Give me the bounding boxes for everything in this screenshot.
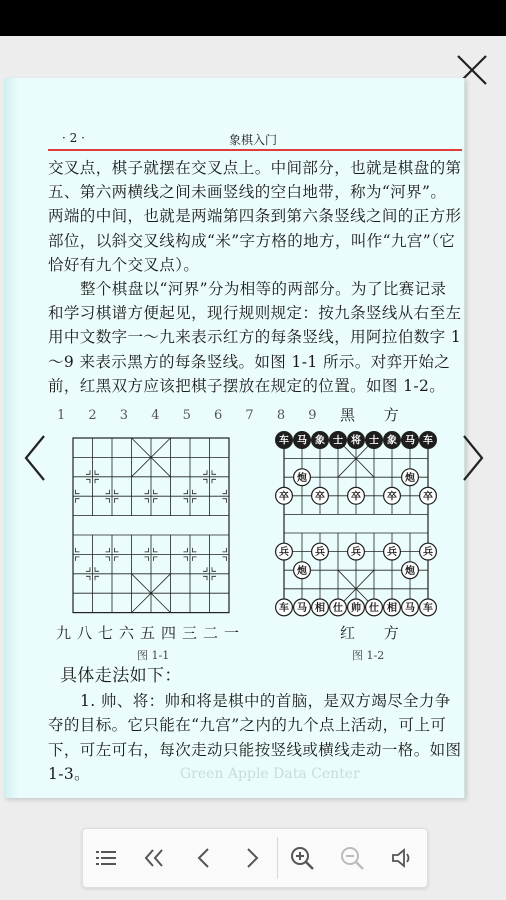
red-cannon-piece-label: 炮	[405, 565, 415, 577]
position-mark	[203, 479, 207, 483]
zoom-out-icon[interactable]	[337, 843, 367, 873]
red-soldier-piece-label: 兵	[351, 547, 361, 559]
figure-caption-1-2: 图 1-2	[352, 649, 385, 662]
position-mark	[184, 557, 188, 561]
position-mark	[193, 548, 197, 552]
position-mark	[212, 479, 216, 483]
black-soldier-piece-label: 卒	[315, 491, 325, 503]
position-mark	[115, 490, 119, 494]
position-mark	[145, 548, 149, 552]
red-back-row-piece-label: 车	[279, 603, 289, 614]
red-back-row-piece-label: 仕	[369, 603, 379, 614]
position-mark	[76, 548, 80, 552]
chevron-left-icon[interactable]	[189, 843, 219, 873]
position-mark	[212, 576, 216, 580]
toolbar-divider	[277, 837, 278, 879]
position-mark	[154, 548, 158, 552]
black-back-row-piece-label: 马	[297, 435, 307, 447]
page-spine	[4, 78, 18, 798]
position-mark	[76, 499, 80, 503]
position-mark	[95, 576, 99, 580]
position-mark	[86, 479, 90, 483]
position-mark	[193, 557, 197, 561]
paragraph-1: 交叉点，棋子就摆在交叉点上。中间部分，也就是棋盘的第五、第六两横线之间未画竖线的空白地带，称为“河界”。两端的中间，也就是两端第四条到第六条竖线之间的正方形部位，以斜交叉线构成“米”字方格的地方，叫作“九宫”（它恰好有九个交叉点）。	[48, 159, 462, 274]
black-side-label: 黑 方	[340, 406, 411, 424]
black-back-row-piece-label: 车	[279, 435, 289, 447]
chinese-file-numbers: 九八七六五四三二一	[56, 624, 246, 642]
position-mark	[223, 490, 227, 494]
figure-caption-1-1: 图 1-1	[137, 649, 170, 662]
black-soldier-piece-label: 卒	[387, 491, 397, 503]
next-page-arrow-icon[interactable]	[456, 430, 490, 486]
paragraph-3: 1. 帅、将：帅和将是棋中的首脑，是双方竭尽全力争夺的目标。它只能在“九宫”之内的九个点上活动，可上可下，可左可右，每次走动只能按竖线或横线走动一格。如图 1-3。	[48, 691, 462, 783]
page-header	[48, 131, 462, 149]
position-mark	[193, 499, 197, 503]
red-soldier-piece-label: 兵	[315, 547, 325, 559]
red-back-row-piece-label: 马	[297, 603, 307, 614]
position-mark	[106, 557, 110, 561]
red-soldier-piece-label: 兵	[423, 547, 433, 559]
black-back-row-piece-label: 马	[405, 435, 415, 447]
header-rule	[48, 149, 462, 151]
position-mark	[184, 548, 188, 552]
position-mark	[76, 490, 80, 494]
position-mark	[154, 490, 158, 494]
initial-position-diagram	[262, 428, 448, 624]
position-mark	[154, 557, 158, 561]
position-mark	[86, 567, 90, 571]
black-soldier-piece-label: 卒	[423, 491, 433, 503]
list-icon[interactable]	[91, 843, 121, 873]
black-cannon-piece-label: 炮	[405, 472, 415, 484]
position-mark	[212, 567, 216, 571]
position-mark	[212, 470, 216, 474]
black-back-row-piece-label: 车	[423, 435, 433, 447]
position-mark	[203, 576, 207, 580]
position-mark	[184, 499, 188, 503]
book-title: 象棋入门	[229, 133, 278, 147]
paragraph-2: 整个棋盘以“河界”分为相等的两部分。为了比赛记录和学习棋谱方便起见，现行规则规定：按九条竖线从右至左用中文数字一～九来表示红方的每条竖线，用阿拉伯数字 1～9 来表示黑方的每条竖线。如图 1-1 所示。对弈开始之前，红黑双方应该把棋子摆放在规定的位置。如图 1-2。	[48, 280, 462, 395]
position-mark	[145, 499, 149, 503]
position-mark	[145, 490, 149, 494]
position-mark	[95, 470, 99, 474]
position-mark	[184, 490, 188, 494]
position-mark	[86, 576, 90, 580]
page-body	[48, 156, 462, 398]
black-back-row-piece-label: 士	[333, 435, 343, 447]
position-mark	[95, 567, 99, 571]
red-back-row-piece-label: 帅	[351, 603, 361, 614]
position-mark	[223, 499, 227, 503]
red-back-row-piece-label: 相	[387, 603, 397, 614]
position-mark	[106, 499, 110, 503]
red-cannon-piece-label: 炮	[297, 565, 307, 577]
position-mark	[106, 548, 110, 552]
reader-toolbar	[82, 828, 428, 888]
position-mark	[106, 490, 110, 494]
red-back-row-piece-label: 车	[423, 603, 433, 614]
position-mark	[145, 557, 149, 561]
position-mark	[223, 548, 227, 552]
chevron-right-icon[interactable]	[237, 843, 267, 873]
position-mark	[223, 557, 227, 561]
position-mark	[115, 548, 119, 552]
rewind-icon[interactable]	[139, 843, 169, 873]
black-back-row-piece-label: 士	[369, 435, 379, 447]
position-mark	[203, 567, 207, 571]
red-side-label: 红 方	[340, 624, 411, 642]
status-bar	[0, 0, 506, 36]
watermark: Green Apple Data Center	[180, 766, 360, 782]
black-back-row-piece-label: 将	[351, 435, 361, 447]
red-back-row-piece-label: 相	[315, 603, 325, 614]
position-mark	[115, 499, 119, 503]
arabic-file-numbers: 1 2 3 4 5 6 7 8 9	[57, 408, 326, 423]
position-mark	[154, 499, 158, 503]
red-soldier-piece-label: 兵	[387, 547, 397, 559]
position-mark	[86, 470, 90, 474]
red-back-row-piece-label: 仕	[333, 603, 343, 614]
subheading: 具体走法如下：	[60, 666, 182, 686]
position-mark	[193, 490, 197, 494]
position-mark	[115, 557, 119, 561]
black-soldier-piece-label: 卒	[279, 491, 289, 503]
black-soldier-piece-label: 卒	[351, 491, 361, 503]
black-cannon-piece-label: 炮	[297, 472, 307, 484]
position-mark	[95, 479, 99, 483]
page-number: · 2 ·	[62, 131, 85, 145]
black-back-row-piece-label: 象	[387, 435, 397, 447]
red-soldier-piece-label: 兵	[279, 547, 289, 559]
zoom-in-icon[interactable]	[287, 843, 317, 873]
position-mark	[76, 557, 80, 561]
speaker-icon[interactable]	[387, 843, 417, 873]
previous-page-arrow-icon[interactable]	[18, 430, 52, 486]
position-mark	[203, 470, 207, 474]
black-back-row-piece-label: 象	[315, 435, 325, 447]
red-back-row-piece-label: 马	[405, 603, 415, 614]
empty-board-diagram	[60, 428, 238, 624]
